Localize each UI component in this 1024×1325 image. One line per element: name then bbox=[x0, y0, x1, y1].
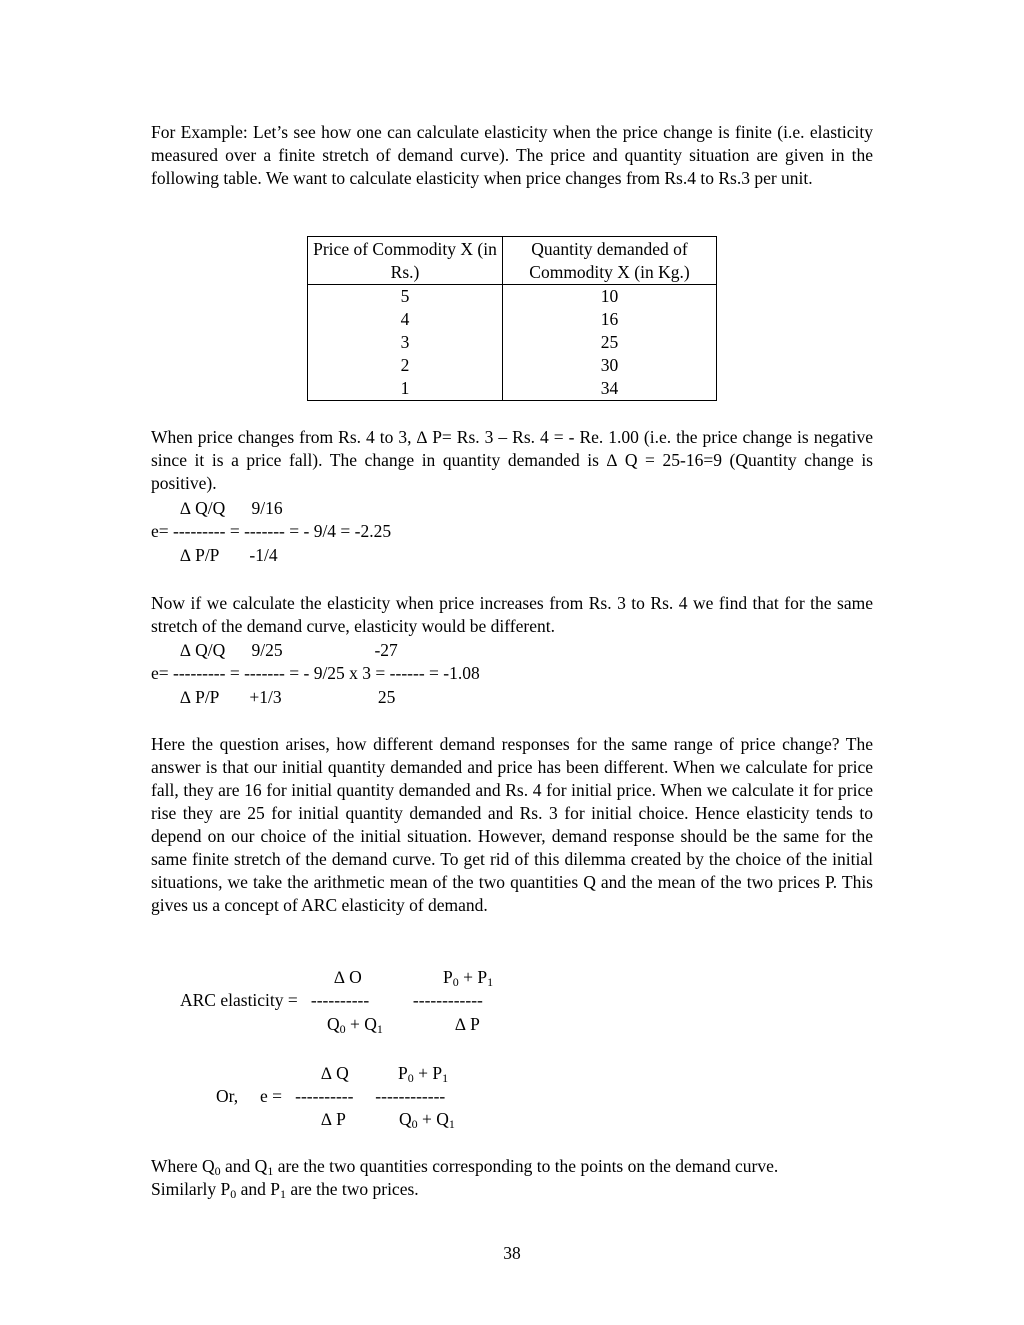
table-cell-price: 2 bbox=[308, 354, 503, 377]
formula1-equation: e= --------- = ------- = - 9/4 = -2.25 bbox=[151, 521, 392, 541]
arc-numerator-sum: $P_0 + P_1$ bbox=[443, 967, 494, 989]
alt-numerator-sum: $P_0 + P_1$ bbox=[398, 1063, 449, 1085]
page-number: 38 bbox=[503, 1243, 521, 1263]
arc-denominator-delta: ∆ P bbox=[455, 1014, 480, 1034]
column-header-price: Price of Commodity X (in Rs.) bbox=[308, 237, 503, 285]
price-fall-paragraph: When price changes from Rs. 4 to 3, ∆ P= Rs. 3 – Rs. 4 = - Re. 1.00 (i.e. the price change is negative since it is a price fall). The change in quantity demanded is ∆ Q = 25-16=9 (Quantity change is positive). bbox=[151, 427, 873, 493]
question-paragraph: Here the question arises, how different demand responses for the same range of price change? The answer is that our initial quantity demanded and price has been different. When we calculate for price fall, they are 16 for initial quantity demanded and Rs. 4 for initial price. When we calculate it for price rise they are 25 for initial quantity demanded and Rs. 3 for initial choice. Hence elasticity tends to depend on our choice of the initial situation. However, demand response should be the same for the same finite stretch of the demand curve. To get rid of this dilemma created by the choice of the initial situations, we take the arithmetic mean of the two quantities Q and the mean of the two prices P. This gives us a concept of ARC elasticity of demand. bbox=[151, 734, 873, 915]
table-cell-quantity: 16 bbox=[503, 308, 717, 331]
table-row bbox=[308, 377, 717, 401]
arc-elasticity-label: ARC elasticity = ---------- ------------ bbox=[180, 990, 483, 1010]
formula1-numerator: ∆ Q/Q 9/16 bbox=[180, 498, 283, 518]
formula1-denominator: ∆ P/P -1/4 bbox=[180, 545, 278, 565]
column-header-quantity: Quantity demanded of Commodity X (in Kg.) bbox=[503, 237, 717, 285]
table-cell-quantity: 25 bbox=[503, 331, 717, 354]
closing-line-2: Similarly $P_0$ and $P_1$ are the two prices. bbox=[151, 1179, 419, 1201]
table-row bbox=[308, 331, 717, 354]
table-cell-price: 1 bbox=[308, 377, 503, 401]
price-rise-paragraph: Now if we calculate the elasticity when price increases from Rs. 3 to Rs. 4 we find that for the same stretch of the demand curve, elasticity would be different. bbox=[151, 593, 873, 636]
table-cell-price: 5 bbox=[308, 285, 503, 309]
table-cell-price: 4 bbox=[308, 308, 503, 331]
alt-denominator-delta: ∆ P bbox=[321, 1109, 346, 1129]
alt-numerator-delta: ∆ Q bbox=[321, 1063, 349, 1083]
table-row bbox=[308, 354, 717, 377]
formula2-numerator: ∆ Q/Q 9/25 -27 bbox=[180, 640, 398, 660]
table-row bbox=[308, 285, 717, 309]
intro-paragraph: For Example: Let’s see how one can calculate elasticity when the price change is finite (i.e. elasticity measured over a finite stretch of demand curve). The price and quantity situation are given in the following table. We want to calculate elasticity when price changes from Rs.4 to Rs.3 per unit. bbox=[151, 122, 873, 188]
alt-denominator-sum: $Q_0 + Q_1$ bbox=[399, 1109, 455, 1131]
table-cell-quantity: 10 bbox=[503, 285, 717, 309]
arc-denominator-sum: $Q_0 + Q_1$ bbox=[327, 1014, 383, 1036]
closing-line-1: Where $Q_0$ and $Q_1$ are the two quantities corresponding to the points on the demand curve. bbox=[151, 1156, 779, 1178]
table-cell-quantity: 30 bbox=[503, 354, 717, 377]
table-cell-price: 3 bbox=[308, 331, 503, 354]
table-header-row bbox=[308, 237, 717, 285]
table-cell-quantity: 34 bbox=[503, 377, 717, 401]
formula2-denominator: ∆ P/P +1/3 25 bbox=[180, 687, 396, 707]
table-row bbox=[308, 308, 717, 331]
formula2-equation: e= --------- = ------- = - 9/25 x 3 = ------ = -1.08 bbox=[151, 663, 480, 683]
arc-numerator-delta: ∆ O bbox=[334, 967, 362, 987]
alt-elasticity-label: Or, e = ---------- ------------ bbox=[216, 1086, 446, 1106]
price-quantity-table bbox=[307, 236, 717, 401]
